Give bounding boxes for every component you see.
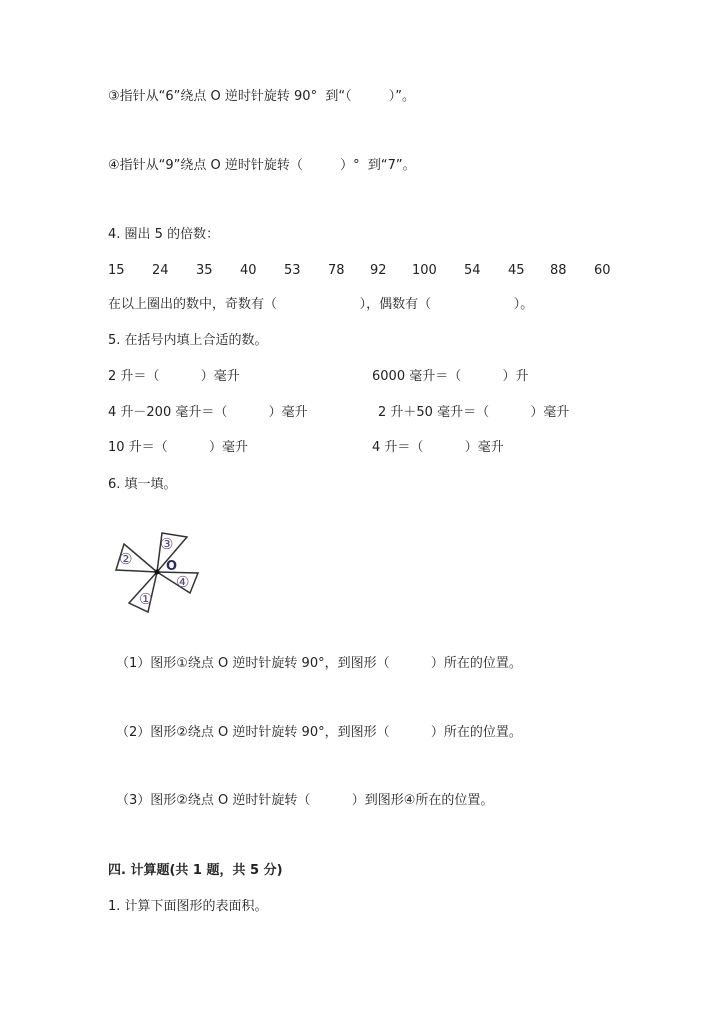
label-2: ② [119, 550, 133, 568]
fill-units-title: 5. 在括号内填上合适的数。 [108, 333, 268, 348]
number-item: 60 [594, 263, 611, 278]
label-1: ① [139, 590, 153, 608]
number-item: 88 [550, 263, 567, 278]
label-3: ③ [160, 535, 174, 553]
number-item: 35 [196, 263, 213, 278]
fill-units-row3-right: 4 升＝（ ）毫升 [372, 440, 504, 455]
number-item: 24 [152, 263, 169, 278]
fill-units-row1-left: 2 升＝（ ）毫升 [108, 369, 240, 384]
number-item: 53 [284, 263, 301, 278]
section-4-question-1: 1. 计算下面图形的表面积。 [108, 899, 268, 914]
clock-question-4: ④指针从“9”绕点 O 逆时针旋转（ ）° 到“7”。 [108, 158, 416, 173]
label-4: ④ [176, 573, 190, 591]
number-item: 92 [370, 263, 387, 278]
fill-in-question-2: （2）图形②绕点 O 逆时针旋转 90°，到图形（ ）所在的位置。 [116, 725, 522, 740]
fill-units-row1-right: 6000 毫升＝（ ）升 [372, 369, 529, 384]
multiples-question: 在以上圈出的数中，奇数有（ ），偶数有（ ）。 [108, 297, 534, 312]
number-item: 40 [240, 263, 257, 278]
number-item: 45 [508, 263, 525, 278]
fill-in-question-3: （3）图形②绕点 O 逆时针旋转（ ）到图形④所在的位置。 [116, 793, 494, 808]
clock-question-3: ③指针从“6”绕点 O 逆时针旋转 90° 到“（ ）”。 [108, 89, 415, 104]
number-item: 100 [412, 263, 437, 278]
fill-in-question-1: （1）图形①绕点 O 逆时针旋转 90°，到图形（ ）所在的位置。 [116, 656, 522, 671]
pinwheel-figure [110, 526, 206, 618]
center-label: O [166, 559, 178, 574]
fill-units-row2-left: 4 升－200 毫升＝（ ）毫升 [108, 405, 308, 420]
fill-units-row2-right: 2 升＋50 毫升＝（ ）毫升 [378, 405, 570, 420]
fill-units-row3-left: 10 升＝（ ）毫升 [108, 440, 248, 455]
number-item: 78 [328, 263, 345, 278]
number-item: 54 [464, 263, 481, 278]
multiples-title: 4. 圈出 5 的倍数： [108, 227, 220, 242]
section-4-title: 四. 计算题(共 1 题，共 5 分) [108, 863, 283, 878]
center-point [155, 570, 160, 575]
number-item: 15 [108, 263, 125, 278]
fill-in-title: 6. 填一填。 [108, 477, 177, 492]
